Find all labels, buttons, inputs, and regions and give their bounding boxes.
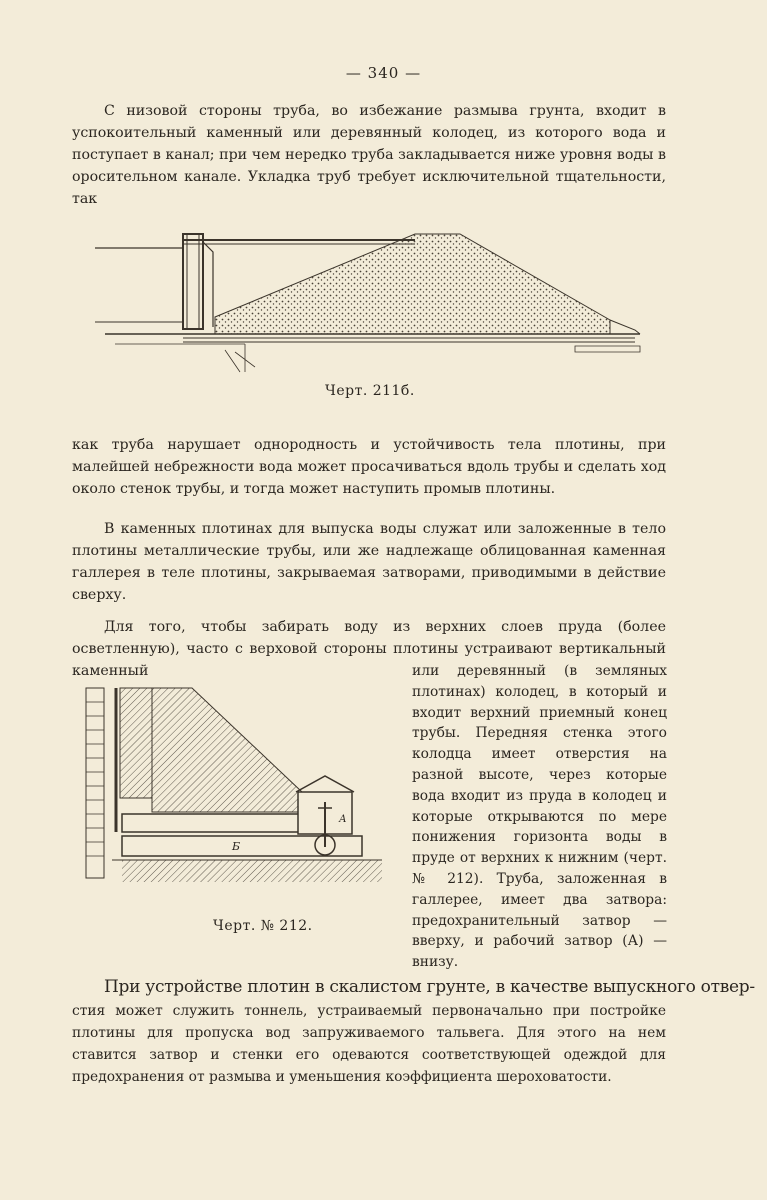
paragraph-1: С низовой стороны труба, во избежание размыва грунта, входит в успокоительный каменный или деревянный колодец, из которого вода и поступает в канал; при чем нередко труба закладывается ниже уровня воды в оросительном канале. Укладка труб требует исключительной тщательности, так [72, 103, 666, 207]
figure-212-label-a: А [339, 814, 347, 825]
figure-212-label-b: Б [232, 840, 241, 853]
figure-211b-caption: Черт. 211б. [325, 383, 415, 399]
paragraph-5-rest: стия может служить тоннель, устраиваемый первоначально при постройке плотины для пропуска вод запруживаемого тальвега. Для этого на нем ставится затвор и стенки его одеваются соответствующей одеждой для предохранения от размыва и уменьшения коэффициента шероховатости. [72, 1003, 666, 1085]
figure-212-caption: Черт. № 212. [213, 918, 313, 934]
figure-212-gallery-drawing [82, 682, 382, 887]
paragraph-2: как труба нарушает однородность и устойчивость тела плотины, при малейшей небрежности вода может просачиваться вдоль трубы и сделать ход около стенок трубы, и тогда может наступить промыв плотины. [72, 437, 666, 497]
paragraph-4-side: или деревянный (в земляных плотинах) колодец, в который и входит верхний приемный конец трубы. Передняя стенка этого колодца имеет отверстия на разной высоте, через которые вода входит из пруда в колодец и которые открываются по мере понижения горизонта воды в пруде от верхних к нижним (черт. № 212). Труба, заложенная в галлерее, имеет два затвора: предохранительный затвор — вверху, и рабочий затвор (А) — внизу. [412, 663, 667, 971]
paragraph-3: В каменных плотинах для выпуска воды служат или заложенные в тело плотины металлические трубы, или же надлежаще облицованная каменная галлерея в теле плотины, закрываемая затворами, приводимыми в действие сверху. [72, 521, 666, 603]
paragraph-5-first-line: При устройстве плотин в скалистом грунте, в качестве выпускного отвер- [104, 977, 755, 997]
figure-211b-dam-drawing [95, 222, 650, 382]
page-number: — 340 — [345, 64, 422, 82]
paragraph-4-top: Для того, чтобы забирать воду из верхних слоев пруда (более осветленную), часто с верховой стороны плотины устраивают вертикальный каменный [72, 619, 666, 679]
